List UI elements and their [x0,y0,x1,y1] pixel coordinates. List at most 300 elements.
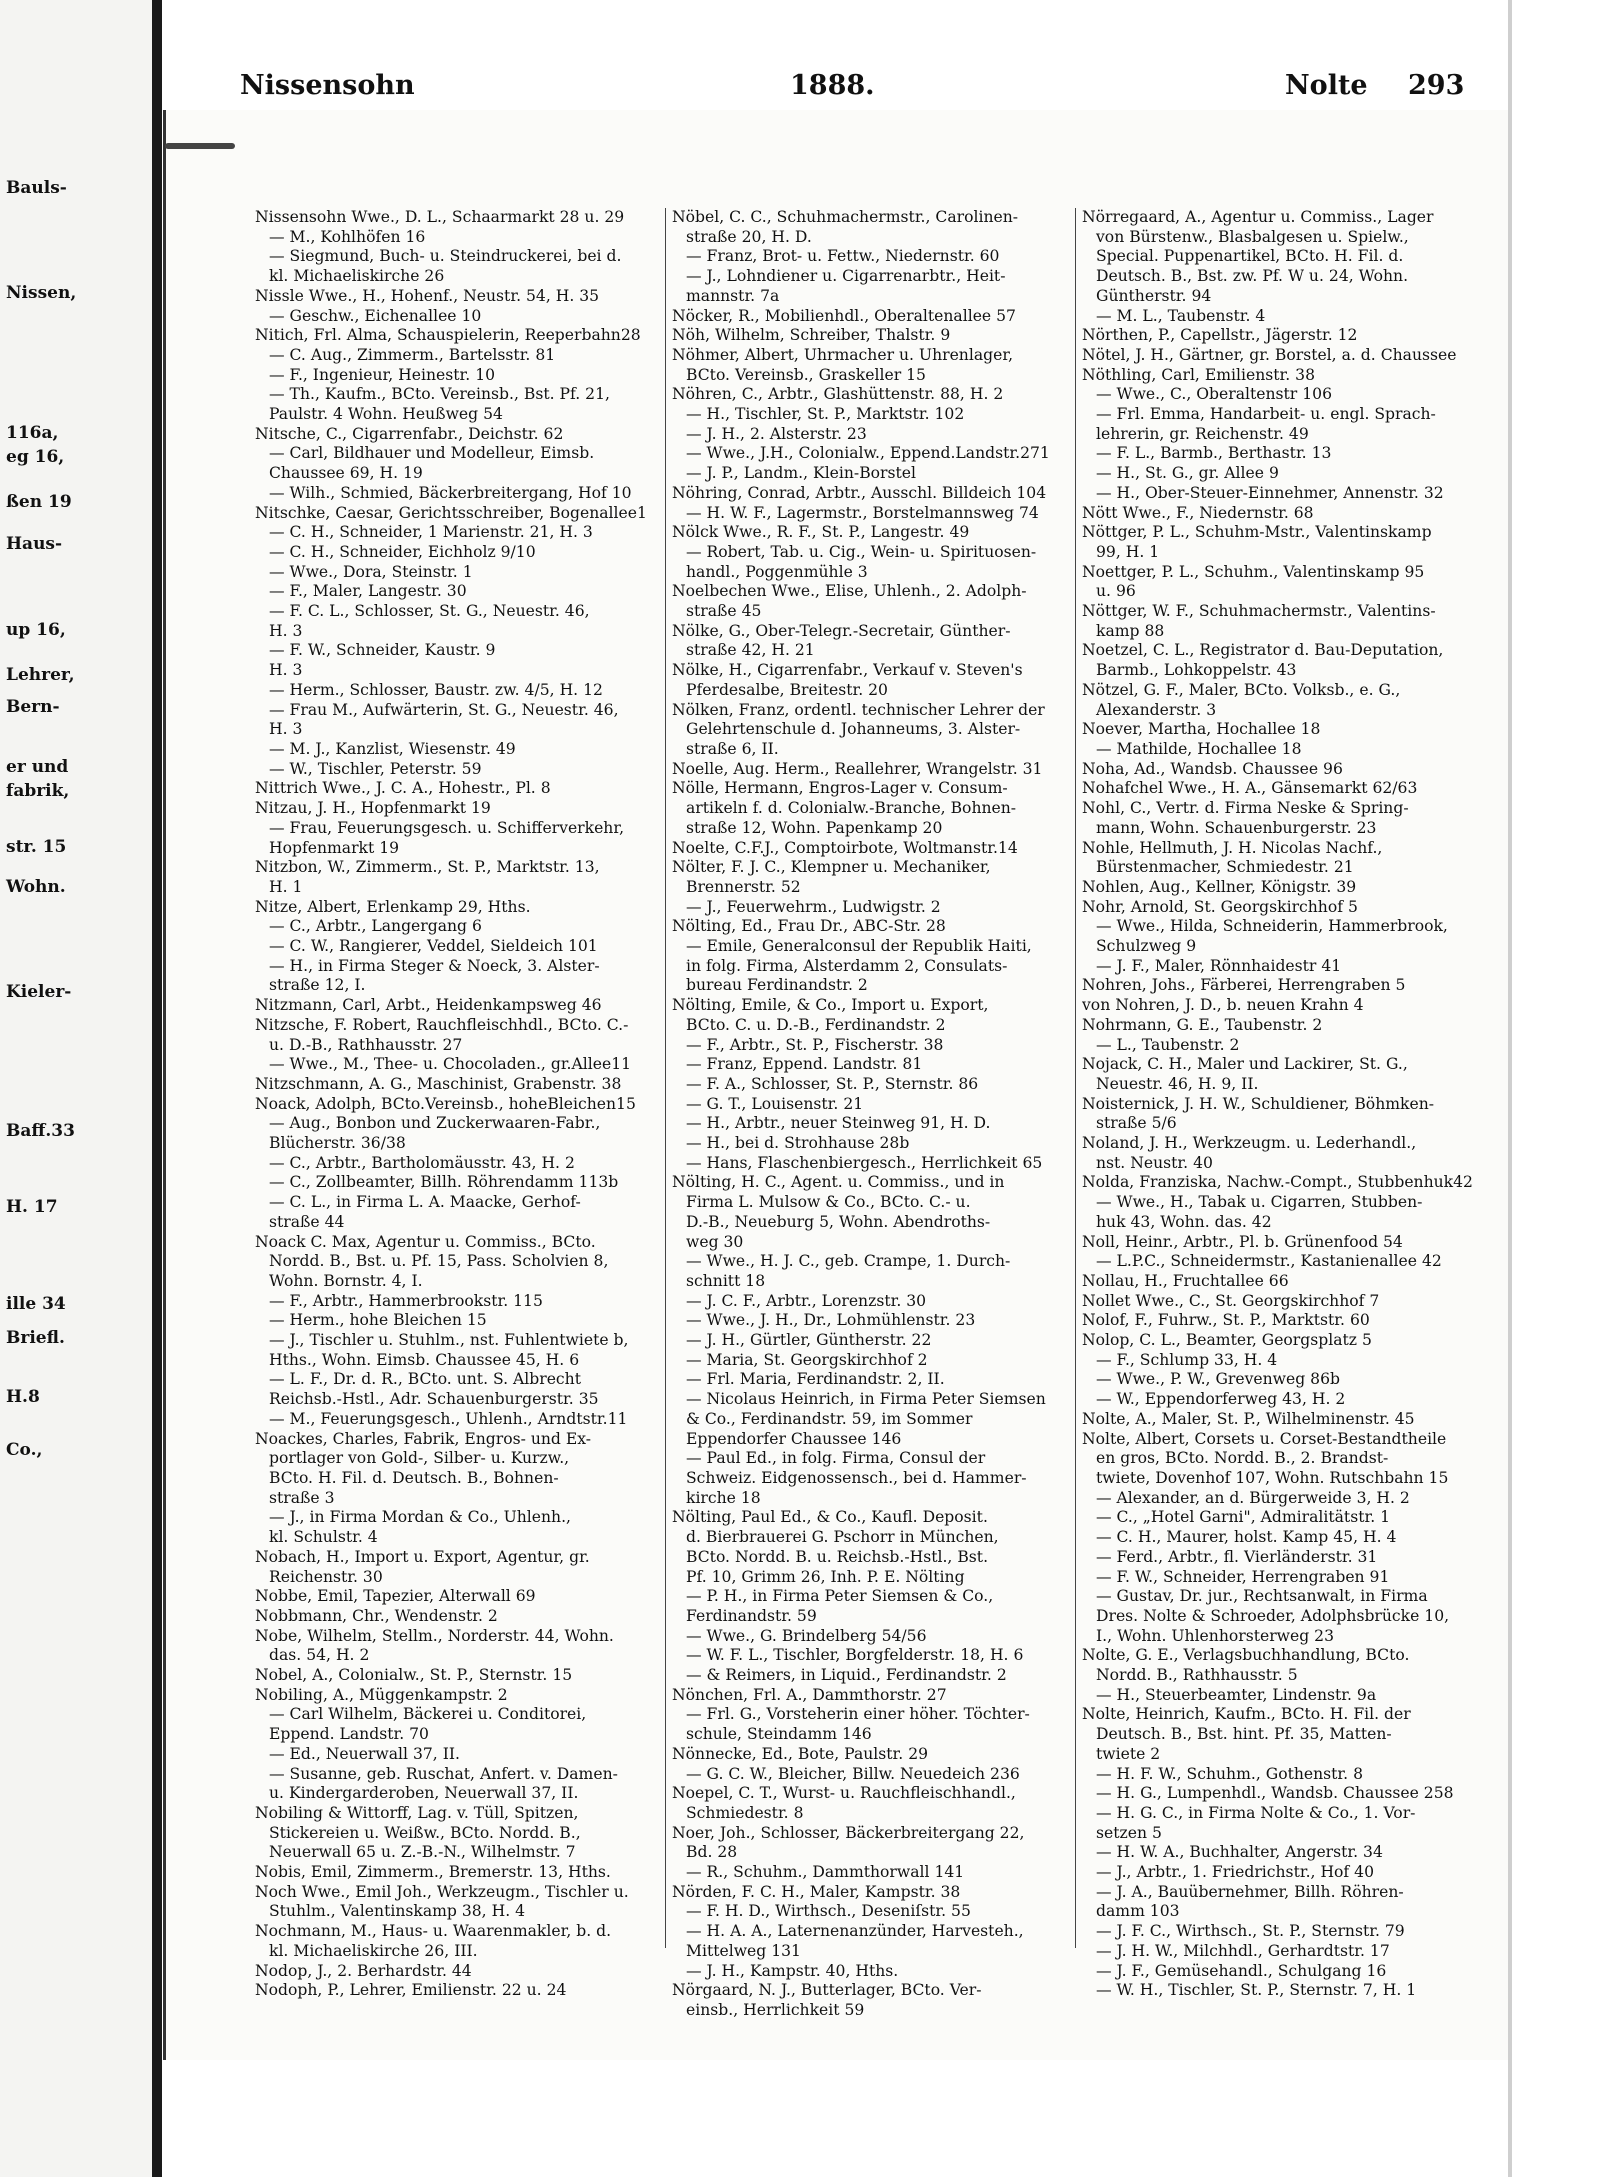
directory-entry: Noland, J. H., Werkzeugm. u. Lederhandl., [1082,1134,1417,1153]
directory-entry: Stickereien u. Weißw., BCto. Nordd. B., [269,1823,581,1842]
directory-entry: — Ed., Neuerwall 37, II. [269,1744,460,1763]
directory-entry: — Wwe., J. H., Dr., Lohmühlenstr. 23 [686,1311,976,1330]
directory-entry: H. 3 [269,720,303,739]
directory-entry: Noackes, Charles, Fabrik, Engros- und Ex- [255,1429,592,1448]
directory-entry: Deutsch. B., Bst. zw. Pf. W u. 24, Wohn. [1096,267,1409,286]
directory-entry: — Carl, Bildhauer und Modelleur, Eimsb. [269,444,595,463]
directory-entry: — H. G., Lumpenhdl., Wandsb. Chaussee 258 [1096,1784,1454,1803]
directory-entry: handl., Poggenmühle 3 [686,562,868,581]
previous-page-text: str. 15 [6,837,67,857]
directory-entry: — Robert, Tab. u. Cig., Wein- u. Spirituosen- [686,542,1037,561]
directory-entry: — Aug., Bonbon und Zuckerwaaren-Fabr., [269,1114,601,1133]
directory-entry: kl. Michaeliskirche 26 [269,267,445,286]
previous-page-text: ßen 19 [6,492,72,512]
directory-entry: — C. Aug., Zimmerm., Bartelsstr. 81 [269,345,556,364]
directory-entry: — J. A., Bauübernehmer, Billh. Röhren- [1096,1882,1404,1901]
directory-entry: — C., Zollbeamter, Billh. Röhrendamm 113b [269,1173,619,1192]
directory-entry: Nitzau, J. H., Hopfenmarkt 19 [255,799,491,818]
directory-entry: Nörregaard, A., Agentur u. Commiss., Lager [1082,208,1434,226]
directory-entry: Nolda, Franziska, Nachw.-Compt., Stubbenhuk42 [1082,1173,1473,1192]
directory-entry: Nohr, Arnold, St. Georgskirchhof 5 [1082,897,1358,916]
directory-entry: Nobe, Wilhelm, Stellm., Norderstr. 44, Wohn. [255,1626,614,1645]
directory-entry: Nobis, Emil, Zimmerm., Bremerstr. 13, Hths. [255,1863,611,1882]
previous-page-text: er und [6,757,69,777]
directory-entry: — M. L., Taubenstr. 4 [1096,306,1266,325]
directory-entry: Schweiz. Eidgenossensch., bei d. Hammer- [686,1469,1027,1487]
directory-column-2 [672,208,1072,2021]
directory-entry: mann, Wohn. Schauenburgerstr. 23 [1096,818,1377,837]
directory-entry: Nörden, F. C. H., Maler, Kampstr. 38 [672,1882,961,1901]
directory-entry: — Hans, Flaschenbiergesch., Herrlichkeit 65 [686,1153,1043,1172]
directory-entry: H. 3 [269,621,303,640]
directory-entry: u. Kindergarderoben, Neuerwall 37, II. [269,1784,579,1803]
previous-page-text: H. 17 [6,1197,58,1217]
directory-entry: straße 42, H. 21 [686,641,815,660]
directory-entry: kirche 18 [686,1488,761,1507]
directory-entry: von Nohren, J. D., b. neuen Krahn 4 [1082,996,1364,1015]
directory-entry: Nöhring, Conrad, Arbtr., Ausschl. Billdeich 104 [672,483,1047,502]
directory-entry: — J. F., Gemüsehandl., Schulgang 16 [1096,1961,1387,1980]
directory-entry: einsb., Herrlichkeit 59 [686,2000,865,2019]
directory-entry: — C. W., Rangierer, Veddel, Sieldeich 101 [269,937,598,956]
directory-entry: — Alexander, an d. Bürgerweide 3, H. 2 [1096,1488,1410,1507]
previous-page-text: fabrik, [6,781,70,801]
page-edge [1508,0,1512,2177]
directory-entry: & Co., Ferdinandstr. 59, im Sommer [686,1409,973,1428]
directory-entry: Neuerwall 65 u. Z.-B.-N., Wilhelmstr. 7 [269,1843,576,1862]
directory-entry: Nissensohn Wwe., D. L., Schaarmarkt 28 u. 29 [255,208,625,226]
directory-entry: — Ferd., Arbtr., fl. Vierländerstr. 31 [1096,1547,1378,1566]
directory-entry: — F. W., Schneider, Kaustr. 9 [269,641,496,660]
directory-entry: Nobel, A., Colonialw., St. P., Sternstr. 15 [255,1666,573,1685]
directory-entry: — L.P.C., Schneidermstr., Kastanienallee 42 [1096,1252,1442,1271]
directory-entry: twiete 2 [1096,1744,1161,1763]
directory-entry: weg 30 [686,1232,744,1251]
directory-entry: — Franz, Eppend. Landstr. 81 [686,1055,923,1074]
directory-entry: Nollau, H., Fruchtallee 66 [1082,1271,1289,1290]
directory-entry: — Frl. Emma, Handarbeit- u. engl. Sprach- [1096,405,1436,424]
directory-entry: — L., Taubenstr. 2 [1096,1035,1240,1054]
previous-page-text: eg 16, [6,447,65,467]
directory-entry: Stuhlm., Valentinskamp 38, H. 4 [269,1902,526,1921]
directory-entry: u. D.-B., Rathhausstr. 27 [269,1035,463,1054]
directory-entry: — Herm., hohe Bleichen 15 [269,1311,487,1330]
directory-entry: mannstr. 7a [686,286,780,305]
directory-entry: Noack, Adolph, BCto.Vereinsb., hoheBleichen15 [255,1094,636,1113]
directory-entry: — Maria, St. Georgskirchhof 2 [686,1350,928,1369]
directory-entry: nst. Neustr. 40 [1096,1153,1213,1172]
header-right-keyword: Nolte [1285,70,1368,101]
directory-entry: Nolte, A., Maler, St. P., Wilhelminenstr. 45 [1082,1409,1415,1428]
directory-entry: — Wwe., P. W., Grevenweg 86b [1096,1370,1341,1389]
directory-entry: Noever, Martha, Hochallee 18 [1082,720,1321,739]
directory-entry: Nodoph, P., Lehrer, Emilienstr. 22 u. 24 [255,1981,567,2000]
directory-entry: Nordd. B., Rathhausstr. 5 [1096,1666,1298,1685]
directory-entry: Nöthling, Carl, Emilienstr. 38 [1082,365,1316,384]
directory-entry: — Wwe., Dora, Steinstr. 1 [269,562,473,581]
directory-entry: straße 45 [686,602,762,621]
directory-entry: Nörthen, P., Capellstr., Jägerstr. 12 [1082,326,1358,345]
directory-entry: Paulstr. 4 Wohn. Heußweg 54 [269,405,503,424]
directory-entry: BCto. C. u. D.-B., Ferdinandstr. 2 [686,1015,946,1034]
directory-column-1 [255,208,655,2001]
previous-page-text: up 16, [6,620,66,640]
directory-entry: Blücherstr. 36/38 [269,1134,406,1153]
ink-smudge [165,143,235,149]
directory-entry: — F. H. D., Wirthsch., Deseniſstr. 55 [686,1902,971,1921]
directory-entry: Nönchen, Frl. A., Dammthorstr. 27 [672,1685,947,1704]
directory-entry: — C., Arbtr., Langergang 6 [269,917,482,936]
directory-entry: Dres. Nolte & Schroeder, Adolphsbrücke 10, [1096,1606,1450,1625]
directory-entry: — H. W. F., Lagermstr., Borstelmannsweg 74 [686,503,1039,522]
directory-entry: — F., Ingenieur, Heinestr. 10 [269,365,496,384]
directory-entry: Nissle Wwe., H., Hohenf., Neustr. 54, H. 35 [255,286,600,305]
directory-entry: Gelehrtenschule d. Johanneums, 3. Alster- [686,720,1021,739]
directory-entry: — J. F. C., Wirthsch., St. P., Sternstr. 79 [1096,1922,1405,1941]
directory-entry: — C., „Hotel Garni", Admiralitätstr. 1 [1096,1508,1391,1527]
directory-entry: — Frl. Maria, Ferdinandstr. 2, II. [686,1370,945,1389]
directory-entry: Nobbmann, Chr., Wendenstr. 2 [255,1606,498,1625]
previous-page-text: Kieler- [6,982,72,1002]
directory-entry: Pferdesalbe, Breitestr. 20 [686,680,888,699]
directory-entry: setzen 5 [1096,1823,1162,1842]
directory-entry: — J., Feuerwehrm., Ludwigstr. 2 [686,897,941,916]
directory-entry: bureau Ferdinandstr. 2 [686,976,868,995]
directory-entry: Nölle, Hermann, Engros-Lager v. Consum- [672,779,1008,798]
directory-entry: — F., Maler, Langestr. 30 [269,582,467,601]
directory-entry: — F. W., Schneider, Herrengraben 91 [1096,1567,1390,1586]
directory-entry: — J., Arbtr., 1. Friedrichstr., Hof 40 [1096,1863,1374,1882]
directory-entry: Noettger, P. L., Schuhm., Valentinskamp 95 [1082,562,1425,581]
directory-entry: — Wwe., J.H., Colonialw., Eppend.Landstr.271 [686,444,1050,463]
directory-entry: — Wilh., Schmied, Bäckerbreitergang, Hof 10 [269,483,632,502]
directory-entry: Nojack, C. H., Maler und Lackirer, St. G., [1082,1055,1408,1074]
directory-entry: Nohl, C., Vertr. d. Firma Neske & Spring- [1082,799,1409,818]
directory-entry: Nitze, Albert, Erlenkamp 29, Hths. [255,897,531,916]
directory-entry: — F. L., Barmb., Berthastr. 13 [1096,444,1332,463]
directory-entry: Noetzel, C. L., Registrator d. Bau-Deputation, [1082,641,1444,660]
directory-entry: — H. W. A., Buchhalter, Angerstr. 34 [1096,1843,1383,1862]
directory-entry: Bürstenmacher, Schmiedestr. 21 [1096,858,1354,877]
directory-entry: kl. Schulstr. 4 [269,1528,378,1547]
directory-entry: — H., bei d. Strohhause 28b [686,1134,910,1153]
directory-entry: Neuestr. 46, H. 9, II. [1096,1074,1259,1093]
directory-entry: — C. H., Schneider, 1 Marienstr. 21, H. 3 [269,523,593,542]
directory-entry: Noisternick, J. H. W., Schuldiener, Böhmken- [1082,1094,1435,1113]
directory-entry: Eppendorfer Chaussee 146 [686,1429,902,1448]
directory-entry: portlager von Gold-, Silber- u. Kurzw., [269,1449,570,1468]
directory-entry: Nohren, Johs., Färberei, Herrengraben 5 [1082,976,1406,995]
directory-entry: huk 43, Wohn. das. 42 [1096,1212,1272,1231]
previous-page-text: Baff.33 [6,1121,75,1141]
directory-entry: Nölter, F. J. C., Klempner u. Mechaniker, [672,858,991,877]
directory-entry: Firma L. Mulsow & Co., BCto. C.- u. [686,1193,971,1212]
directory-entry: — J., Lohndiener u. Cigarrenarbtr., Heit- [686,267,1006,286]
directory-entry: Schulzweg 9 [1096,937,1197,956]
header-year: 1888. [790,70,875,101]
column-divider [665,208,666,1948]
directory-entry: en gros, BCto. Nordd. B., 2. Brandst- [1096,1449,1389,1468]
previous-page-text: Briefl. [6,1328,65,1348]
header-left-keyword: Nissensohn [240,70,415,101]
directory-entry: — Nicolaus Heinrich, in Firma Peter Siemsen [686,1390,1046,1409]
directory-entry: Hths., Wohn. Eimsb. Chaussee 45, H. 6 [269,1350,580,1369]
directory-entry: — M., Kohlhöfen 16 [269,227,426,246]
directory-entry: — Franz, Brot- u. Fettw., Niedernstr. 60 [686,247,1000,266]
directory-entry: — G. T., Louisenstr. 21 [686,1094,864,1113]
directory-entry: Nölting, Ed., Frau Dr., ABC-Str. 28 [672,917,946,936]
directory-entry: — J. F., Maler, Rönnhaidestr 41 [1096,956,1342,975]
directory-entry: Nolte, Heinrich, Kaufm., BCto. H. Fil. der [1082,1705,1411,1724]
directory-entry: twiete, Dovenhof 107, Wohn. Rutschbahn 15 [1096,1469,1449,1487]
directory-entry: straße 12, Wohn. Papenkamp 20 [686,818,943,837]
directory-entry: Nitich, Frl. Alma, Schauspielerin, Reeperbahn28 [255,326,641,345]
directory-entry: Nött Wwe., F., Niedernstr. 68 [1082,503,1314,522]
directory-entry: — W., Tischler, Peterstr. 59 [269,759,482,778]
directory-entry: straße 20, H. D. [686,227,812,246]
directory-entry: — F., Schlump 33, H. 4 [1096,1350,1278,1369]
directory-entry: Noll, Heinr., Arbtr., Pl. b. Grünenfood 54 [1082,1232,1403,1251]
directory-entry: — Carl Wilhelm, Bäckerei u. Conditorei, [269,1705,587,1724]
directory-entry: Schmiedestr. 8 [686,1803,804,1822]
directory-entry: H. 3 [269,661,303,680]
directory-entry: — C. H., Maurer, holst. Kamp 45, H. 4 [1096,1528,1397,1547]
directory-entry: Noelbechen Wwe., Elise, Uhlenh., 2. Adolph- [672,582,1027,601]
directory-entry: von Bürstenw., Blasbalgesen u. Spielw., [1096,227,1409,246]
directory-entry: — H., Steuerbeamter, Lindenstr. 9a [1096,1685,1377,1704]
directory-entry: — F., Arbtr., St. P., Fischerstr. 38 [686,1035,944,1054]
directory-entry: Reichenstr. 30 [269,1567,383,1586]
directory-entry: Special. Puppenartikel, BCto. H. Fil. d. [1096,247,1404,266]
directory-entry: — Th., Kaufm., BCto. Vereinsb., Bst. Pf. 21, [269,385,610,404]
directory-entry: Chaussee 69, H. 19 [269,464,423,483]
directory-entry: Nitzbon, W., Zimmerm., St. P., Marktstr. 13, [255,858,600,877]
directory-entry: — W. H., Tischler, St. P., Sternstr. 7, H. 1 [1096,1981,1417,2000]
previous-page-text: Co., [6,1440,43,1460]
directory-entry: — J. H., Gürtler, Güntherstr. 22 [686,1331,932,1350]
directory-entry: — F. C. L., Schlosser, St. G., Neuestr. 46, [269,602,590,621]
previous-page-text: Wohn. [6,877,66,897]
directory-entry: — & Reimers, in Liquid., Ferdinandstr. 2 [686,1666,1007,1685]
directory-entry: kl. Michaeliskirche 26, III. [269,1941,478,1960]
directory-entry: Nobiling, A., Müggenkampstr. 2 [255,1685,508,1704]
directory-entry: — J. H. W., Milchhdl., Gerhardtstr. 17 [1096,1941,1390,1960]
directory-entry: — J. H., 2. Alsterstr. 23 [686,424,867,443]
directory-entry: Alexanderstr. 3 [1096,700,1217,719]
directory-entry: — Geschw., Eichenallee 10 [269,306,482,325]
directory-entry: Nöhmer, Albert, Uhrmacher u. Uhrenlager, [672,345,1014,364]
directory-entry: — W., Eppendorferweg 43, H. 2 [1096,1390,1346,1409]
directory-entry: Nochmann, M., Haus- u. Waarenmakler, b. d. [255,1922,612,1941]
directory-entry: Nitzschmann, A. G., Maschinist, Grabenstr. 38 [255,1074,622,1093]
directory-entry: Noack C. Max, Agentur u. Commiss., BCto. [255,1232,596,1251]
directory-entry: kamp 88 [1096,621,1165,640]
directory-entry: Nohle, Hellmuth, J. H. Nicolas Nachf., [1082,838,1383,857]
directory-entry: — Frau, Feuerungsgesch. u. Schifferverkehr, [269,818,625,837]
directory-entry: D.-B., Neueburg 5, Wohn. Abendroths- [686,1212,991,1231]
directory-entry: Brennerstr. 52 [686,877,801,896]
directory-entry: — H., Tischler, St. P., Marktstr. 102 [686,405,965,424]
directory-entry: Hopfenmarkt 19 [269,838,400,857]
directory-entry: artikeln f. d. Colonialw.-Branche, Bohnen- [686,799,1017,818]
directory-entry: — J. H., Kampstr. 40, Hths. [686,1961,899,1980]
directory-entry: Nöttger, W. F., Schuhmachermstr., Valentins- [1082,602,1436,621]
directory-entry: Noch Wwe., Emil Joh., Werkzeugm., Tischler u. [255,1882,629,1901]
directory-entry: Wohn. Bornstr. 4, I. [269,1271,423,1290]
directory-entry: Nohrmann, G. E., Taubenstr. 2 [1082,1015,1323,1034]
directory-entry: Nölken, Franz, ordentl. technischer Lehrer der [672,700,1045,719]
directory-entry: Noelte, C.F.J., Comptoirbote, Woltmanstr.14 [672,838,1018,857]
previous-page-text: Bauls- [6,178,67,198]
directory-entry: — H. A. A., Laternenanzünder, Harvesteh., [686,1922,1024,1941]
directory-entry: Nölting, H. C., Agent. u. Commiss., und in [672,1173,1005,1192]
directory-entry: Nitsche, C., Cigarrenfabr., Deichstr. 62 [255,424,564,443]
directory-entry: — H. G. C., in Firma Nolte & Co., 1. Vor- [1096,1803,1416,1822]
directory-entry: — Gustav, Dr. jur., Rechtsanwalt, in Firma [1096,1587,1428,1606]
previous-page-text: Haus- [6,534,63,554]
directory-entry: Nölting, Paul Ed., & Co., Kaufl. Deposit. [672,1508,988,1527]
directory-entry: Noelle, Aug. Herm., Reallehrer, Wrangelstr. 31 [672,759,1043,778]
directory-entry: Nobach, H., Import u. Export, Agentur, gr. [255,1547,590,1566]
directory-entry: 99, H. 1 [1096,542,1160,561]
directory-entry: — C., Arbtr., Bartholomäusstr. 43, H. 2 [269,1153,575,1172]
directory-entry: — J., Tischler u. Stuhlm., nst. Fuhlentwiete b, [269,1331,629,1350]
directory-entry: I., Wohn. Uhlenhorsterweg 23 [1096,1626,1335,1645]
directory-entry: Nitzmann, Carl, Arbt., Heidenkampsweg 46 [255,996,602,1015]
directory-entry: Noha, Ad., Wandsb. Chaussee 96 [1082,759,1343,778]
directory-entry: Nodop, J., 2. Berhardstr. 44 [255,1961,472,1980]
directory-entry: — Mathilde, Hochallee 18 [1096,739,1302,758]
directory-entry: damm 103 [1096,1902,1180,1921]
directory-entry: Nötzel, G. F., Maler, BCto. Volksb., e. G., [1082,680,1401,699]
directory-entry: — Wwe., G. Brindelberg 54/56 [686,1626,927,1645]
directory-entry: straße 6, II. [686,739,779,758]
directory-entry: Noer, Joh., Schlosser, Bäckerbreitergang 22, [672,1823,1025,1842]
directory-entry: Bd. 28 [686,1843,738,1862]
directory-entry: — L. F., Dr. d. R., BCto. unt. S. Albrecht [269,1370,581,1389]
directory-entry: straße 44 [269,1212,345,1231]
directory-entry: — J. C. F., Arbtr., Lorenzstr. 30 [686,1291,927,1310]
directory-entry: — H., St. G., gr. Allee 9 [1096,464,1279,483]
directory-entry: — Wwe., H. J. C., geb. Crampe, 1. Durch- [686,1252,1011,1271]
directory-entry: — P. H., in Firma Peter Siemsen & Co., [686,1587,994,1606]
directory-entry: — C. L., in Firma L. A. Maacke, Gerhof- [269,1193,581,1212]
directory-entry: Nölke, H., Cigarrenfabr., Verkauf v. Steven's [672,661,1023,680]
directory-entry: H. 1 [269,877,303,896]
directory-entry: lehrerin, gr. Reichenstr. 49 [1096,424,1309,443]
previous-page-text: Lehrer, [6,665,75,685]
directory-entry: Barmb., Lohkoppelstr. 43 [1096,661,1297,680]
previous-page-text: Nissen, [6,283,77,303]
directory-entry: Nöhren, C., Arbtr., Glashüttenstr. 88, H. 2 [672,385,1004,404]
directory-entry: Deutsch. B., Bst. hint. Pf. 35, Matten- [1096,1725,1392,1744]
directory-entry: — Paul Ed., in folg. Firma, Consul der [686,1449,986,1468]
directory-entry: Nitzsche, F. Robert, Rauchfleischhdl., BCto. C.- [255,1015,629,1034]
directory-entry: — H., Arbtr., neuer Steinweg 91, H. D. [686,1114,991,1133]
previous-page-text: H.8 [6,1387,40,1407]
directory-entry: Mittelweg 131 [686,1941,801,1960]
previous-page-text: ille 34 [6,1294,66,1314]
directory-entry: — F., Arbtr., Hammerbrookstr. 115 [269,1291,543,1310]
directory-entry: — H., in Firma Steger & Noeck, 3. Alster- [269,956,600,975]
page-fold [152,0,162,2177]
directory-entry: Nolof, F., Fuhrw., St. P., Marktstr. 60 [1082,1311,1370,1330]
directory-entry: — Herm., Schlosser, Baustr. zw. 4/5, H. 12 [269,680,603,699]
directory-entry: — G. C. W., Bleicher, Billw. Neuedeich 236 [686,1764,1020,1783]
directory-entry: — R., Schuhm., Dammthorwall 141 [686,1863,965,1882]
directory-entry: Nöcker, R., Mobilienhdl., Oberaltenallee 57 [672,306,1016,325]
directory-entry: — W. F. L., Tischler, Borgfelderstr. 18, H. 6 [686,1646,1024,1665]
directory-entry: — M. J., Kanzlist, Wiesenstr. 49 [269,739,516,758]
directory-entry: — F. A., Schlosser, St. P., Sternstr. 86 [686,1074,979,1093]
directory-entry: Nitschke, Caesar, Gerichtsschreiber, Bogenallee1 [255,503,647,522]
previous-page-text: 116a, [6,423,59,443]
directory-entry: Ferdinandstr. 59 [686,1606,817,1625]
directory-entry: — Wwe., M., Thee- u. Chocoladen., gr.Allee11 [269,1055,632,1074]
directory-entry: Güntherstr. 94 [1096,286,1212,305]
directory-entry: — C. H., Schneider, Eichholz 9/10 [269,542,536,561]
directory-entry: Reichsb.-Hstl., Adr. Schauenburgerstr. 35 [269,1390,599,1409]
directory-entry: Nobiling & Wittorff, Lag. v. Tüll, Spitzen, [255,1803,579,1822]
directory-entry: Nollet Wwe., C., St. Georgskirchhof 7 [1082,1291,1380,1310]
directory-entry: Nöbel, C. C., Schuhmachermstr., Carolinen- [672,208,1019,226]
directory-entry: — H. F. W., Schuhm., Gothenstr. 8 [1096,1764,1364,1783]
column-divider [1075,208,1076,1948]
directory-entry: — Siegmund, Buch- u. Steindruckerei, bei d. [269,247,622,266]
directory-entry: BCto. Vereinsb., Graskeller 15 [686,365,926,384]
directory-entry: Nolte, Albert, Corsets u. Corset-Bestandtheile [1082,1429,1447,1448]
directory-entry: — Emile, Generalconsul der Republik Haiti, [686,937,1032,956]
directory-entry: — Wwe., Hilda, Schneiderin, Hammerbrook, [1096,917,1448,936]
directory-entry: — J. P., Landm., Klein-Borstel [686,464,916,483]
directory-entry: Nobbe, Emil, Tapezier, Alterwall 69 [255,1587,536,1606]
directory-entry: — Frl. G., Vorsteherin einer höher. Töchter- [686,1705,1030,1724]
directory-column-3 [1082,208,1482,2001]
directory-entry: Nölck Wwe., R. F., St. P., Langestr. 49 [672,523,970,542]
directory-entry: straße 12, I. [269,976,366,995]
directory-entry: straße 3 [269,1488,335,1507]
directory-entry: schnitt 18 [686,1271,766,1290]
previous-page-strip [0,0,160,2177]
directory-entry: Nölke, G., Ober-Telegr.-Secretair, Günther- [672,621,1011,640]
directory-entry: schule, Steindamm 146 [686,1725,872,1744]
directory-entry: Nohafchel Wwe., H. A., Gänsemarkt 62/63 [1082,779,1418,798]
directory-entry: BCto. H. Fil. d. Deutsch. B., Bohnen- [269,1469,559,1487]
directory-entry: Nohlen, Aug., Kellner, Königstr. 39 [1082,877,1357,896]
directory-entry: Nolte, G. E., Verlagsbuchhandlung, BCto. [1082,1646,1410,1665]
directory-entry: d. Bierbrauerei G. Pschorr in München, [686,1528,999,1547]
directory-entry: Pf. 10, Grimm 26, Inh. P. E. Nölting [686,1567,965,1586]
directory-entry: u. 96 [1096,582,1136,601]
directory-entry: Nönnecke, Ed., Bote, Paulstr. 29 [672,1744,929,1763]
directory-entry: Nötel, J. H., Gärtner, gr. Borstel, a. d. Chaussee [1082,345,1457,364]
directory-entry: Nordd. B., Bst. u. Pf. 15, Pass. Scholvien 8, [269,1252,609,1271]
directory-entry: Nörgaard, N. J., Butterlager, BCto. Ver- [672,1981,982,2000]
directory-entry: — Susanne, geb. Ruschat, Anfert. v. Damen- [269,1764,618,1783]
directory-entry: — Wwe., H., Tabak u. Cigarren, Stubben- [1096,1193,1423,1212]
directory-entry: in folg. Firma, Alsterdamm 2, Consulats- [686,956,1008,975]
directory-entry: Nittrich Wwe., J. C. A., Hohestr., Pl. 8 [255,779,551,798]
directory-entry: — Frau M., Aufwärterin, St. G., Neuestr. 46, [269,700,619,719]
directory-entry: Nolop, C. L., Beamter, Georgsplatz 5 [1082,1331,1372,1350]
directory-entry: — M., Feuerungsgesch., Uhlenh., Arndtstr.11 [269,1409,628,1428]
page-number: 293 [1408,70,1465,101]
directory-entry: Nöttger, P. L., Schuhm-Mstr., Valentinskamp [1082,523,1432,542]
directory-entry: Eppend. Landstr. 70 [269,1725,429,1744]
directory-entry: straße 5/6 [1096,1114,1177,1133]
directory-entry: das. 54, H. 2 [269,1646,370,1665]
directory-entry: — J., in Firma Mordan & Co., Uhlenh., [269,1508,571,1527]
